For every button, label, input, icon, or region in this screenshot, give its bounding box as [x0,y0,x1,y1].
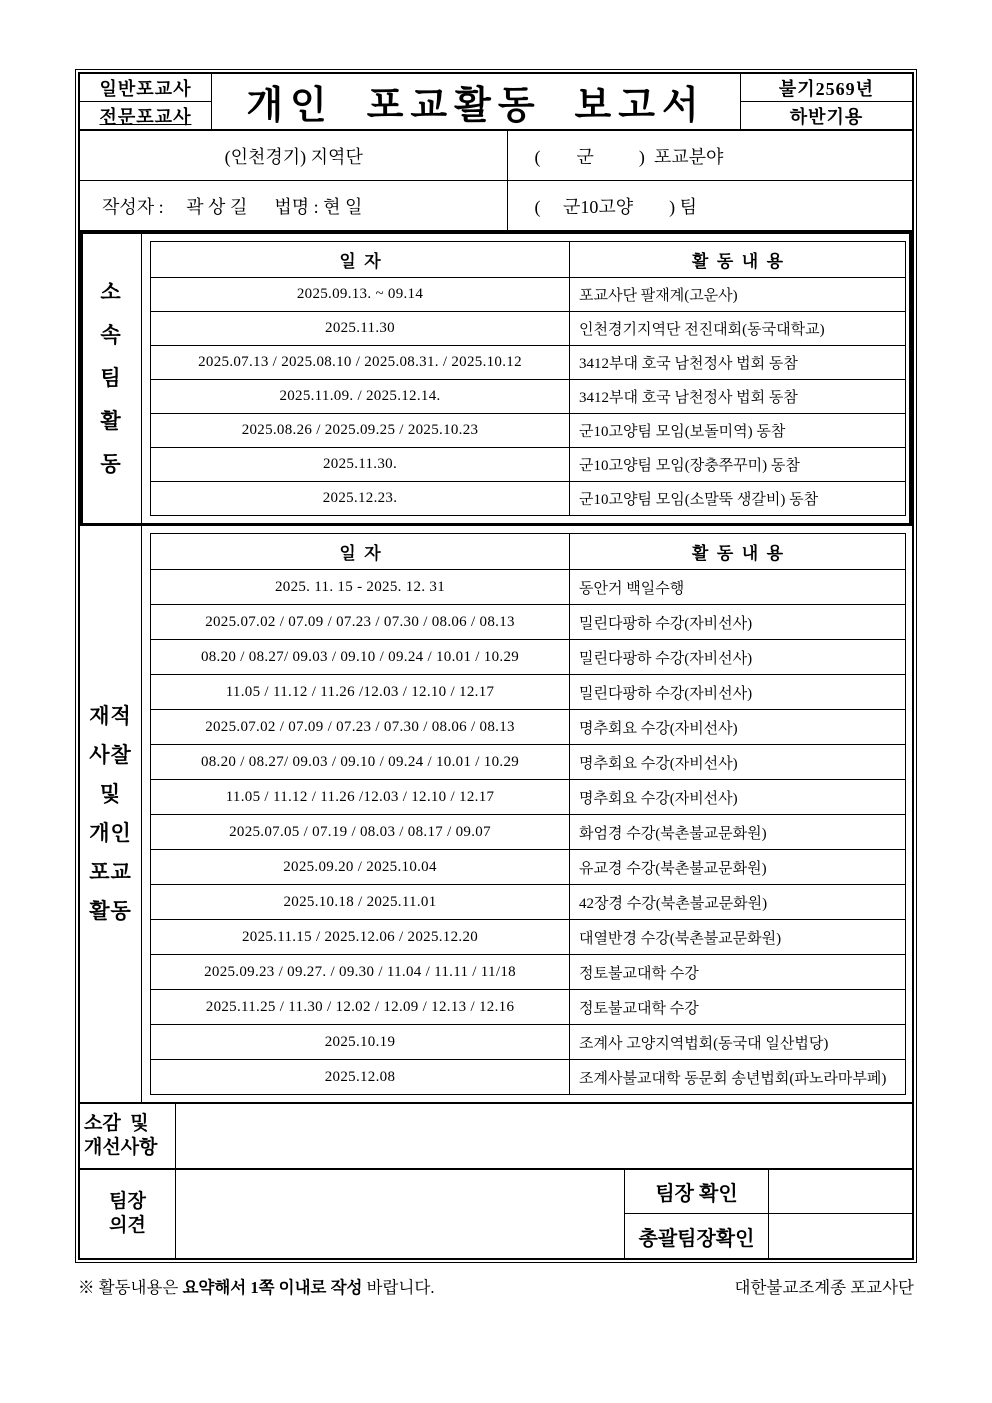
personal-activity-table-wrap [142,526,912,1102]
general-leader-confirm-label: 총괄팀장확인 [624,1214,768,1258]
writer-name: 작성자 : 곽 상 길 법명 : 현 일 [80,181,508,230]
feedback-label: 소감 및 개선사항 [80,1104,176,1168]
team-activity-table [150,241,906,516]
writer-row [80,181,912,231]
table-row: 2025.11.25 / 11.30 / 12.02 / 12.09 / 12.13 / 12.16 정토불교대학 수강 [151,990,906,1025]
feedback-row [80,1104,912,1170]
table-row: 08.20 / 08.27/ 09.03 / 09.10 / 09.24 / 10.01 / 10.29 밀린다팡하 수강(자비선사) [151,640,906,675]
footer-organization: 대한불교조계종 포교사단 [734,1278,914,1297]
activity-column-header: 활 동 내 용 [570,242,906,278]
opinion-label: 팀장 의견 [80,1170,176,1258]
table-row: 2025.09.20 / 2025.10.04 유교경 수강(북촌불교문화원) [151,850,906,885]
general-leader-confirm-row [624,1214,912,1258]
mission-field: ( 군 ) 포교분야 [534,146,724,167]
date-column-header: 일 자 [151,534,570,570]
date-column-header: 일 자 [151,242,570,278]
table-row: 2025.12.08 조계사불교대학 동문회 송년법회(파노라마부페) [151,1060,906,1095]
table-header-row [151,242,906,278]
table-row: 2025. 11. 15 - 2025. 12. 31 동안거 백일수행 [151,570,906,605]
table-row: 2025.11.30. 군10고양팀 모임(장충쭈꾸미) 동참 [151,448,906,482]
general-leader-sign-box [768,1214,912,1258]
table-row: 2025.12.23. 군10고양팀 모임(소말뚝 생갈비) 동참 [151,482,906,516]
personal-activity-section-label: 재적 사찰 및 개인 포교 활동 [80,526,142,1102]
general-missionary-label: 일반포교사 [80,74,211,102]
opinion-input-area [176,1170,624,1258]
table-row: 2025.10.19 조계사 고양지역법회(동국대 일산법당) [151,1025,906,1060]
table-row: 2025.11.15 / 2025.12.06 / 2025.12.20 대열반경 수강(북촌불교문화원) [151,920,906,955]
table-row: 2025.07.02 / 07.09 / 07.23 / 07.30 / 08.06 / 08.13 명추회요 수강(자비선사) [151,710,906,745]
buddhist-year-label: 불기2569년 [741,74,912,102]
personal-activity-section [80,526,912,1104]
footer-note: ※ 활동내용은 요약해서 1쪽 이내로 작성 바랍니다. [78,1278,435,1297]
table-row: 2025.11.09. / 2025.12.14. 3412부대 호국 남천정사 법회 동참 [151,380,906,414]
table-row: 2025.11.30 인천경기지역단 전진대회(동국대학교) [151,312,906,346]
table-row: 2025.07.13 / 2025.08.10 / 2025.08.31. / 2025.10.12 3412부대 호국 남천정사 법회 동참 [151,346,906,380]
team-leader-sign-box [768,1170,912,1214]
footer [78,1274,914,1298]
table-row: 2025.07.02 / 07.09 / 07.23 / 07.30 / 08.06 / 08.13 밀린다팡하 수강(자비선사) [151,605,906,640]
half-year-label: 하반기용 [789,106,864,127]
opinion-row [80,1170,912,1258]
table-row: 2025.09.23 / 09.27. / 09.30 / 11.04 / 11.11 / 11/18 정토불교대학 수강 [151,955,906,990]
feedback-input-area [176,1104,912,1168]
table-row: 2025.09.13. ~ 09.14 포교사단 팔재계(고운사) [151,278,906,312]
missionary-type-cells [80,74,212,129]
team-leader-confirm-row [624,1170,912,1214]
table-row: 2025.10.18 / 2025.11.01 42장경 수강(북촌불교문화원) [151,885,906,920]
team-activity-section [80,231,912,526]
table-row: 11.05 / 11.12 / 11.26 /12.03 / 12.10 / 12.17 명추회요 수강(자비선사) [151,780,906,815]
team-activity-table-wrap [142,234,912,523]
region-row [80,131,912,181]
form-header [80,74,912,131]
year-period-cells [740,74,912,129]
personal-activity-table [150,533,906,1095]
table-row: 2025.08.26 / 2025.09.25 / 2025.10.23 군10고양팀 모임(보돌미역) 동참 [151,414,906,448]
activity-column-header: 활 동 내 용 [570,534,906,570]
team-activity-section-label: 소 속 팀 활 동 [80,234,142,523]
team-name: ( 군10고양 ) 팀 [534,196,698,217]
table-row: 2025.07.05 / 07.19 / 08.03 / 08.17 / 09.07 화엄경 수강(북촌불교문화원) [151,815,906,850]
table-row: 08.20 / 08.27/ 09.03 / 09.10 / 09.24 / 10.01 / 10.29 명추회요 수강(자비선사) [151,745,906,780]
table-row: 11.05 / 11.12 / 11.26 /12.03 / 12.10 / 12.17 밀린다팡하 수강(자비선사) [151,675,906,710]
region-name: (인천경기) 지역단 [80,131,508,180]
confirmation-block [624,1170,912,1258]
team-leader-confirm-label: 팀장 확인 [624,1170,768,1214]
professional-missionary-label: 전문포교사 [99,106,192,127]
report-form [78,72,914,1260]
form-title: 개인 포교활동 보고서 [246,85,706,127]
table-header-row [151,534,906,570]
